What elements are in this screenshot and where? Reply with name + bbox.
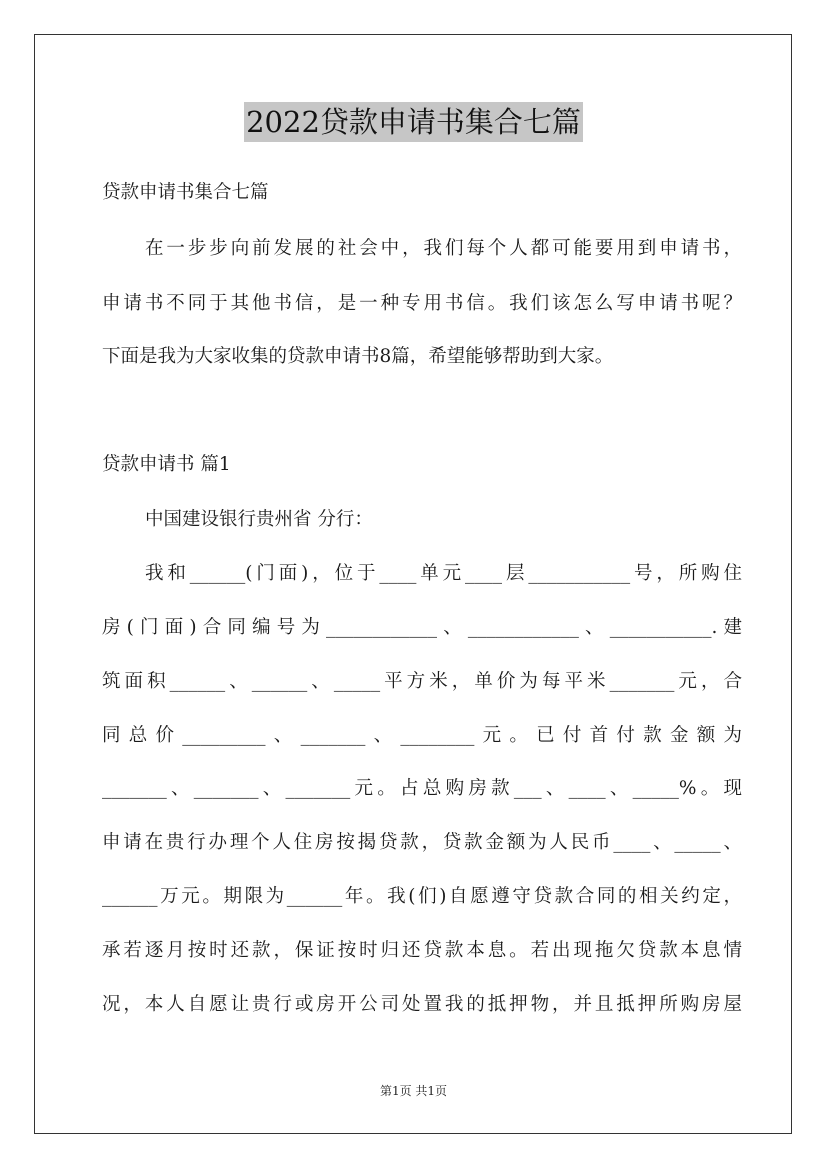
intro-line-3: 下面是我为大家收集的贷款申请书8篇，希望能够帮助到大家。: [102, 346, 614, 367]
body-line-6: 申请在贵行办理个人住房按揭贷款，贷款金额为人民币____、_____、: [102, 832, 742, 853]
body-line-2: 房(门面)合同编号为____________、____________、___________.建: [102, 617, 742, 638]
document-subtitle: 贷款申请书集合七篇: [102, 182, 269, 203]
salutation: 中国建设银行贵州省 分行：: [145, 509, 373, 530]
body-line-3: 筑面积______、______、_____平方米，单价为每平米_______元，合: [102, 671, 742, 692]
document-title: 2022贷款申请书集合七篇: [244, 102, 583, 142]
body-line-8: 承若逐月按时还款，保证按时归还贷款本息。若出现拖欠贷款本息情: [102, 940, 742, 961]
title-container: [0, 102, 827, 142]
body-line-5: _______、_______、_______元。占总购房款___、____、_____%。现: [102, 778, 742, 799]
body-line-7: ______万元。期限为______年。我(们)自愿遵守贷款合同的相关约定，: [102, 886, 742, 907]
body-line-1: 我和______(门面)，位于____单元____层___________号，所购住: [145, 563, 742, 584]
body-line-9: 况，本人自愿让贵行或房开公司处置我的抵押物，并且抵押所购房屋: [102, 994, 742, 1015]
section-heading: 贷款申请书 篇1: [102, 454, 231, 475]
body-line-4: 同总价_________、_______、________元。已付首付款金额为: [102, 725, 742, 746]
page-number-footer: 第1页 共1页: [379, 1084, 448, 1098]
intro-line-2: 申请书不同于其他书信，是一种专用书信。我们该怎么写申请书呢？: [102, 293, 742, 314]
intro-line-1: 在一步步向前发展的社会中，我们每个人都可能要用到申请书，: [145, 238, 742, 259]
